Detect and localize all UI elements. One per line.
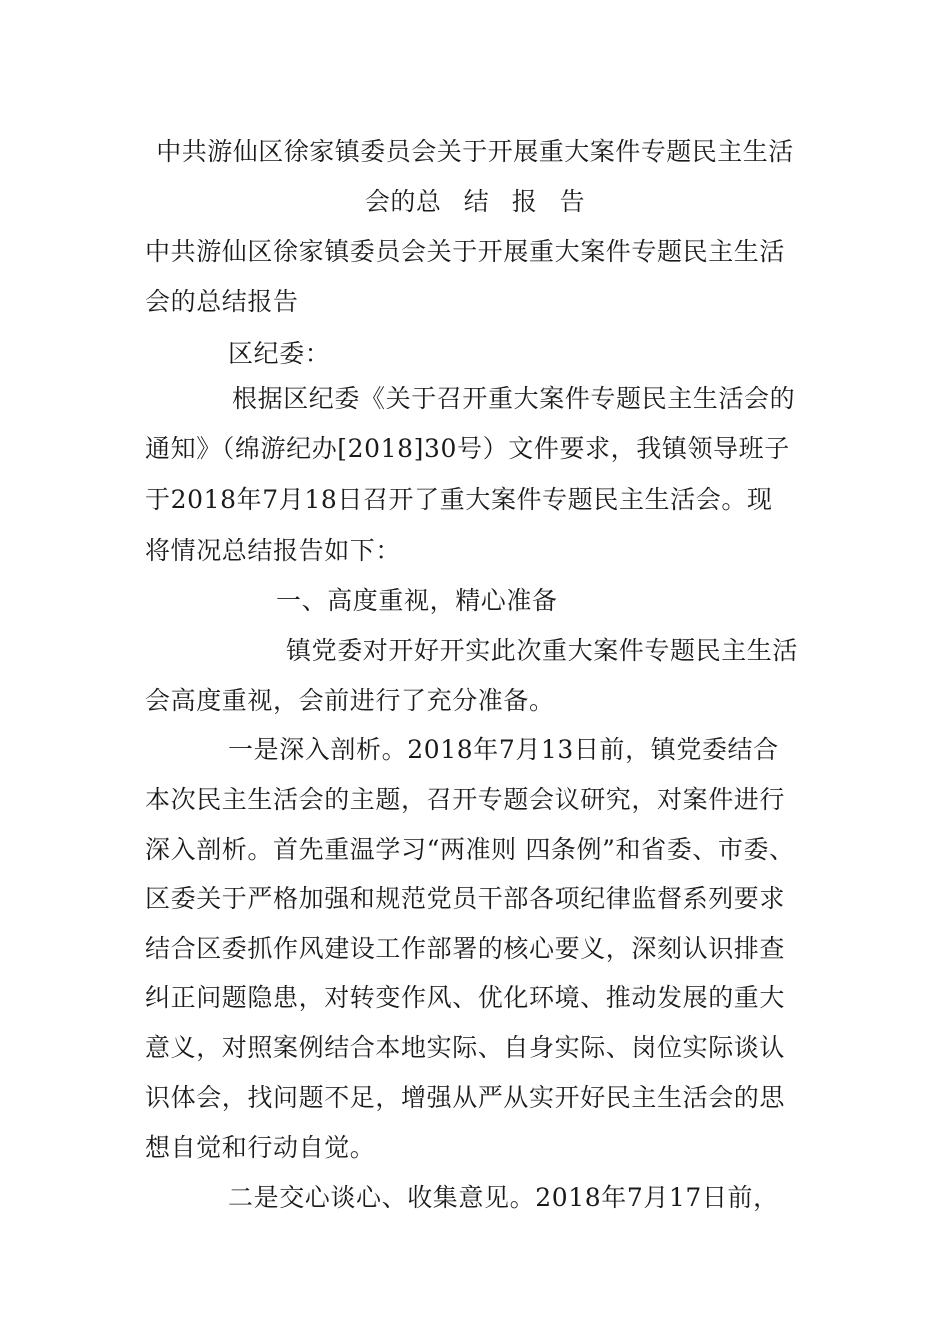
- intro-line-1: 根据区纪委《关于召开重大案件专题民主生活会的: [232, 384, 796, 413]
- document-title-line-2: 会的总 结 报 告: [364, 187, 586, 216]
- intro-line-3: 于2018年7月18日召开了重大案件专题民主生活会。现: [145, 485, 773, 514]
- point-1-line-2: 本次民主生活会的主题，召开专题会议研究，对案件进行: [145, 785, 786, 814]
- salutation: 区纪委：: [228, 339, 331, 368]
- point-1-line-6: 纠正问题隐患，对转变作风、优化环境、推动发展的重大: [145, 983, 786, 1012]
- document-title-line-1: 中共游仙区徐家镇委员会关于开展重大案件专题民主生活: [156, 137, 794, 166]
- point-1-line-9: 想自觉和行动自觉。: [145, 1133, 376, 1162]
- point-1-line-3: 深入剖析。首先重温学习“两准则 四条例”和省委、市委、: [145, 835, 795, 864]
- section-1-intro-line-2: 会高度重视，会前进行了充分准备。: [145, 686, 555, 715]
- section-1-intro-line-1: 镇党委对开好开实此次重大案件专题民主生活: [286, 636, 799, 665]
- intro-line-4: 将情况总结报告如下：: [145, 536, 402, 565]
- heading-line-2: 会的总结报告: [145, 287, 299, 316]
- intro-line-2: 通知》（绵游纪办[2018]30号）文件要求，我镇领导班子: [145, 434, 790, 463]
- point-1-line-5: 结合区委抓作风建设工作部署的核心要义，深刻认识排查: [145, 934, 786, 963]
- point-1-line-8: 识体会，找问题不足，增强从严从实开好民主生活会的思: [145, 1083, 786, 1112]
- point-2-line-1: 二是交心谈心、收集意见。2018年7月17日前，: [228, 1183, 779, 1212]
- heading-line-1: 中共游仙区徐家镇委员会关于开展重大案件专题民主生活: [145, 237, 786, 266]
- point-1-line-4: 区委关于严格加强和规范党员干部各项纪律监督系列要求: [145, 884, 786, 913]
- section-1-heading: 一、高度重视，精心准备: [276, 586, 558, 615]
- point-1-line-1: 一是深入剖析。2018年7月13日前，镇党委结合: [228, 735, 779, 764]
- point-1-line-7: 意义，对照案例结合本地实际、自身实际、岗位实际谈认: [145, 1033, 786, 1062]
